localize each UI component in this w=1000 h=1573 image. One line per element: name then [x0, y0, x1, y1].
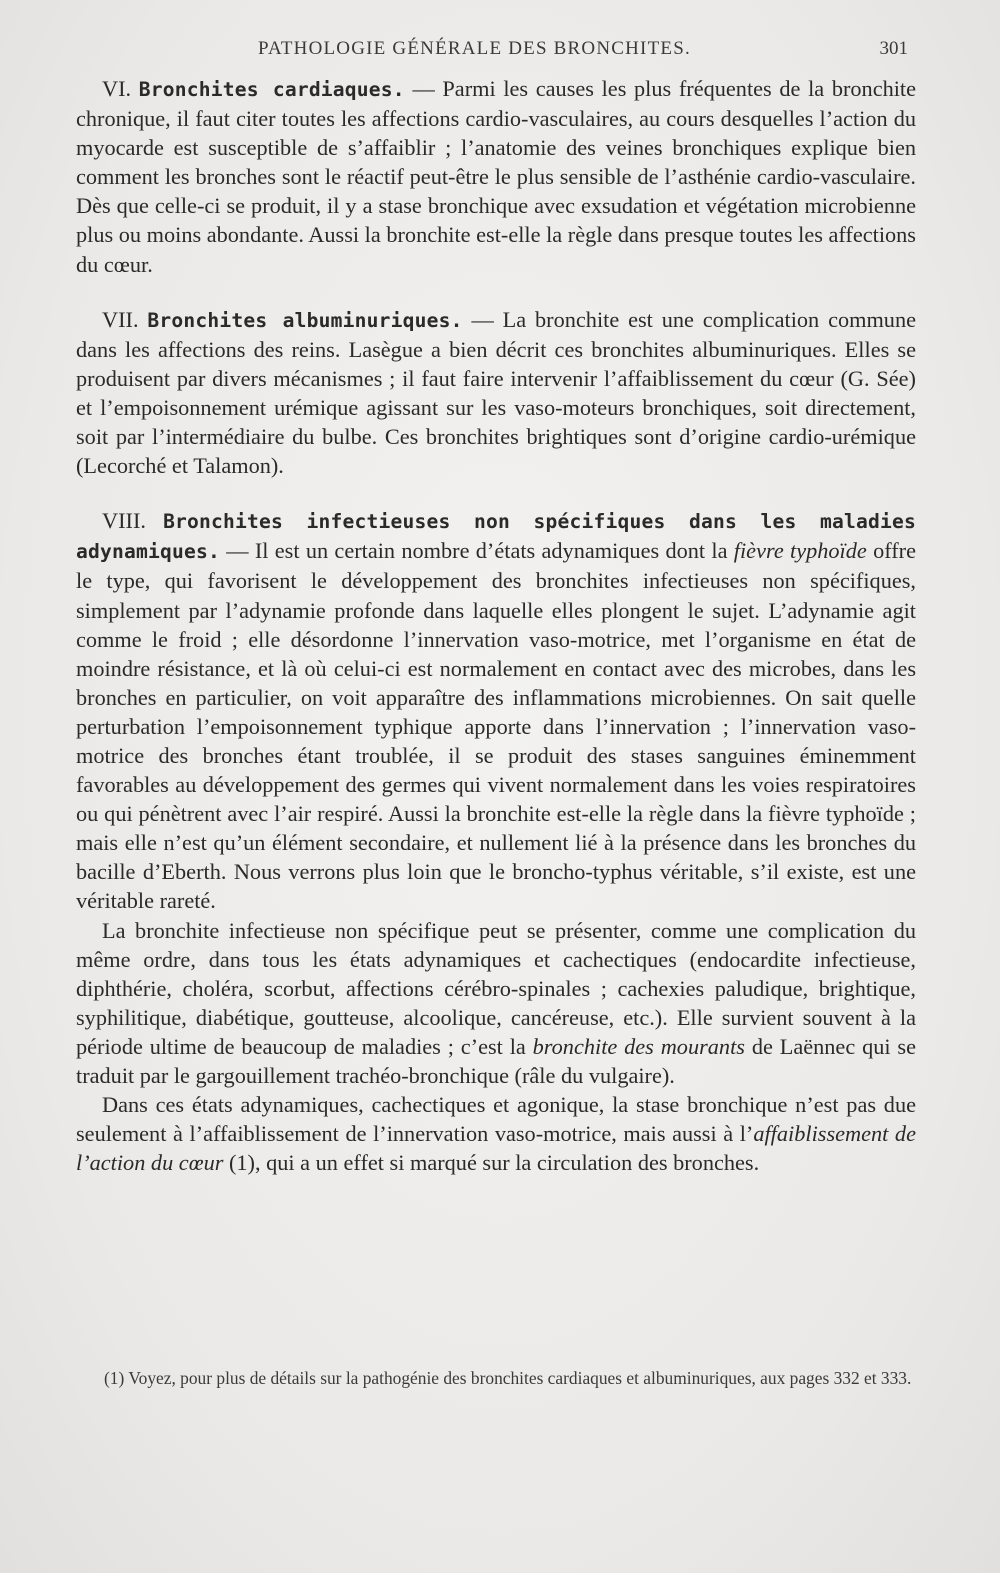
section-text-continued: offre le type, qui favorisent le développement des bronchites infectieuses non spécifiques, simplement par l’adynamie profonde dans laquelle elles plongent le sujet. L’adynamie agit comme le froid ; elle désordonne l’innervation vaso-motrice, met l’organisme en état de moindre résistance, et là où celui-ci est normalement en contact avec des microbes, dans les bronches en particulier, on voit apparaître des inflammations microbiennes. On sait quelle perturbation l’empoisonnement typhique apporte dans l’innervation ; l’innervation vaso-motrice des bronches étant troublée, il se produit des stases sanguines éminemment favorables au développement des germes qui vivent normalement dans les voies respiratoires ou qui pénètrent avec l’air respiré. Aussi la bronchite est-elle la règle dans la fièvre typhoïde ; mais elle n’est qu’un élément secondaire, et nullement lié à la présence dans les bronches du bacille d’Eberth. Nous verrons plus loin que le broncho-typhus véritable, s’il existe, est une véritable rareté. — [76, 538, 916, 914]
running-head-title: PATHOLOGIE GÉNÉRALE DES BRONCHITES. — [258, 38, 691, 59]
section-title: Bronchites albuminuriques. — [147, 308, 463, 332]
footnote — [76, 1366, 916, 1391]
paragraph-text: Dans ces états adynamiques, cachectiques et agonique, la stase bronchique n’est pas due seulement à l’affaiblissement de l’innervation vaso-motrice, mais aussi à l’ — [76, 1092, 916, 1147]
page-number: 301 — [879, 38, 908, 59]
footnote-reference: (1) — [228, 1150, 255, 1176]
section-viii — [76, 506, 916, 915]
body-text — [76, 74, 916, 1177]
paragraph-text-continued: , qui a un effet si marqué sur la circulation des bronches. — [254, 1150, 760, 1176]
paragraph-text: La bronchite infectieuse non spécifique peut se présenter, comme une complication du même ordre, dans tous les états adynamiques et cachectiques (endocardite infectieuse, diphthérie, choléra, scorbut, affections cérébro-spinales ; cachexies paludique, brightique, syphilitique, diabétique, goutteuse, alcoolique, cancéreuse, etc.). Elle survient souvent à la période ultime de beaucoup de maladies ; c’est la — [76, 917, 916, 1059]
paragraph — [76, 1090, 916, 1177]
section-text: — Il est un certain nombre d’états adynamiques dont la — [219, 538, 734, 564]
section-text: — Parmi les causes les plus fréquentes de la bronchite chronique, il faut citer toutes les affections cardio-vasculaires, au cours desquelles l’action du myocarde est susceptible de s’affaiblir ; l’anatomie des veines bronchiques explique bien comment les bronches sont le réactif peut-être le plus sensible de l’asthénie cardio-vasculaire. Dès que celle-ci se produit, il y a stase bronchique avec exsudation et végétation microbienne plus ou moins abondante. Aussi la bronchite est-elle la règle dans presque toutes les affections du cœur. — [76, 76, 917, 277]
emphasis: fièvre typhoïde — [733, 538, 867, 564]
paragraph-text-continued: de Laënnec qui se traduit par le gargouillement trachéo-bronchique (râle du vulgaire). — [76, 1033, 916, 1088]
running-head — [0, 38, 1000, 62]
section-text: — La bronchite est une complication commune dans les affections des reins. Lasègue a bien décrit ces bronchites albuminuriques. Elles se produisent par divers mécanismes ; il faut faire intervenir l’affaiblissement du cœur (G. Sée) et l’empoisonnement urémique agissant sur les vaso-moteurs bronchiques, soit directement, soit par l’intermédiaire du bulbe. Ces bronchites brightiques sont d’origine cardio-urémique (Lecorché et Talamon). — [76, 306, 916, 479]
section-number: VIII. — [102, 508, 146, 534]
emphasis: affaiblissement de l’action du cœur — [76, 1121, 916, 1176]
footnote-marker: (1) — [104, 1368, 125, 1388]
section-title: Bronchites cardiaques. — [138, 78, 405, 101]
section-title: Bronchites infectieuses non spécifiques dans les maladies adynamiques. — [76, 510, 917, 564]
footnote-text: Voyez, pour plus de détails sur la pathogénie des bronchites cardiaques et albuminuriques, aux pages 332 et 333. — [124, 1368, 912, 1388]
section-vi — [76, 74, 916, 279]
section-vii — [76, 305, 916, 481]
paragraph — [76, 916, 916, 1091]
section-number: VI. — [102, 76, 132, 101]
section-number: VII. — [102, 306, 139, 332]
emphasis: bronchite des mourants — [532, 1033, 745, 1059]
